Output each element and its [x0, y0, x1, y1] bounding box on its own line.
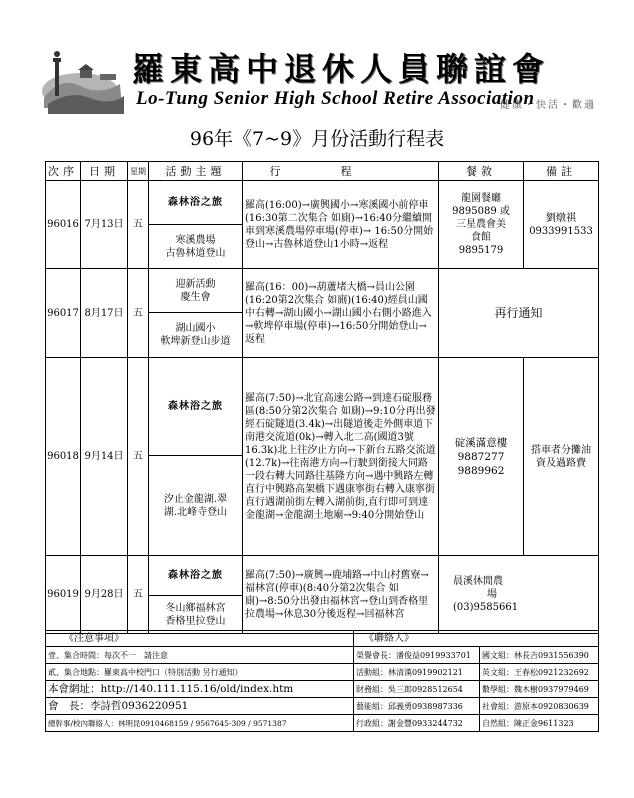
meal-line: 9887277 [457, 450, 505, 463]
table-header-row [46, 162, 599, 181]
row-route: 羅高(7:50)→廣興→鹿埔路→中山村舊寮→福林宮(停車)(8:40分第2次集合 如廁)→8:50分出發由福林宮→登山到香格里拉農場→休息30分後返程→回福林宮 [243, 556, 439, 634]
table-row [46, 358, 599, 456]
contact-entry: 藝能組：邱義勇0938987336 [354, 698, 480, 715]
meal-line: 碇溪滿意樓 [454, 436, 508, 449]
assembly-time: 壹、集合時間：每次不一 請注意 [46, 647, 354, 664]
row-date: 9月14日 [81, 358, 128, 556]
col-header-date: 日期 [81, 162, 128, 181]
row-date: 9月28日 [81, 556, 128, 634]
col-header-order: 次序 [46, 162, 81, 181]
row-note [524, 358, 599, 556]
row-weekday: 五 [128, 269, 149, 358]
meal-line: 晨溪休閒農 [453, 576, 503, 587]
contact-entry: 財務組：吳三郎0928512654 [354, 681, 480, 698]
meal-line: (03)9585661 [453, 602, 519, 613]
col-header-theme: 活動主題 [149, 162, 243, 181]
row-date: 7月13日 [81, 181, 128, 269]
meal-line: 食館 [471, 232, 491, 243]
row-route: 羅高(16:00)→廣興國小→寒溪國小前停車(16:30第二次集合 如廁)→16:40分繼續開車到寒溪農場停車場(停車)→ 16:50分開始登山→古魯林道登山1小時→返程 [243, 181, 439, 269]
note-line: 搭車者分攤油 [531, 444, 591, 456]
row-subtheme [149, 313, 243, 358]
row-weekday: 五 [128, 181, 149, 269]
contact-entry: 社會組：游原本0920830639 [480, 698, 599, 715]
meal-line: 三星農會美 [456, 219, 506, 230]
theme-line: 慶生會 [180, 291, 211, 303]
footer-table [45, 630, 599, 732]
contact-entry: 活動組：林清漢0919902121 [354, 664, 480, 681]
row-subtheme [149, 596, 243, 634]
row-code: 96017 [46, 269, 81, 358]
row-theme: 森林浴之旅 [149, 358, 243, 456]
row-route: 羅高(16：00)→葫蘆堵大橋→員山公園(16:20第2次集合 如廁)(16:40)經員山國中右轉→湖山國小→湖山國小右側小路進入→軟埤停車場(停車)→16:50分開始登山→返程 [243, 269, 439, 358]
header [40, 40, 596, 120]
document-title: 96年《7~9》月份活動行程表 [189, 128, 445, 150]
row-subtheme [149, 456, 243, 556]
footer-row [46, 631, 599, 647]
row-weekday: 五 [128, 556, 149, 634]
attention-heading: 《注意事項》 [46, 631, 354, 647]
contact-entry: 數學組：魏木樹0937979469 [480, 681, 599, 698]
footer-row [46, 715, 599, 732]
meal-line: 9895179 [458, 245, 504, 256]
subtheme-line: 湖山國小 [175, 323, 216, 334]
row-meal-note-merged: 再行通知 [439, 269, 599, 358]
contact-entry: 國文組：林長吉0931556390 [480, 647, 599, 664]
col-header-route: 行程 [243, 162, 439, 181]
row-weekday: 五 [128, 358, 149, 556]
row-date: 8月17日 [81, 269, 128, 358]
contact-entry: 英文組：王春松0921232692 [480, 664, 599, 681]
contact-entry: 自然組：陳正金9611323 [480, 715, 599, 732]
col-header-weekday: 星期 [128, 162, 149, 181]
row-theme: 森林浴之旅 [149, 181, 243, 225]
subtheme-line: 軟埤新登山步道 [160, 336, 231, 347]
theme-line: 迎新活動 [175, 278, 216, 290]
subtheme-line: 湖.北峰寺登山 [163, 506, 228, 518]
footer-row [46, 698, 599, 715]
meal-line: 9889962 [457, 464, 505, 477]
school-logo-icon [40, 46, 126, 116]
row-meal [439, 556, 599, 634]
row-meal [439, 358, 524, 556]
row-subtheme [149, 225, 243, 269]
association-title: 羅東高中退休人員聯誼會 [132, 50, 551, 88]
subtheme-line: 古魯林道登山 [165, 247, 226, 259]
row-meal [439, 181, 524, 269]
col-header-meal: 餐敘 [439, 162, 524, 181]
contact-entry: 行政組：謝金豐0933244732 [354, 715, 480, 732]
footer-row [46, 647, 599, 664]
note-line: 0933991533 [529, 225, 593, 237]
secretary-contact: 總幹事/校內聯絡人：林明昆0910468159 / 9567645-309 / 9571387 [46, 715, 354, 732]
footer-row [46, 664, 599, 681]
subtheme-line: 香格里拉登山 [165, 615, 226, 627]
row-note [524, 181, 599, 269]
meal-line: 龍園餐廳 [461, 193, 501, 204]
contact-heading: 《聯絡人》 [354, 631, 599, 647]
table-row [46, 181, 599, 225]
table-row [46, 269, 599, 313]
row-code: 96019 [46, 556, 81, 634]
col-header-note: 備註 [524, 162, 599, 181]
row-code: 96016 [46, 181, 81, 269]
assembly-place: 貳、集合地點：羅東高中校門口（特別活動 另行通知） [46, 664, 354, 681]
note-line: 劉燉祺 [546, 212, 576, 224]
contact-entry: 榮譽會長：潘俊益0919933701 [354, 647, 480, 664]
subtheme-line: 汐止金龍湖.翠 [163, 493, 228, 505]
row-theme [149, 269, 243, 313]
row-code: 96018 [46, 358, 81, 556]
subtheme-line: 冬山鄉福林宮 [165, 602, 226, 614]
schedule-table [45, 161, 599, 634]
president-contact: 會 長：李詩哲0936220951 [46, 698, 354, 715]
footer-row [46, 681, 599, 698]
meal-line: 場 [487, 589, 497, 600]
row-theme: 森林浴之旅 [149, 556, 243, 596]
website-link[interactable]: 本會網址：http://140.111.115.16/old/index.htm [46, 681, 354, 698]
subtheme-line: 寒溪農場 [175, 234, 216, 246]
row-route: 羅高(7:50)→北宜高速公路→到達石碇服務區(8:50分第2次集合 如廁)→9:10分再出發經石碇隧道(3.4k)→出隧道後走外側車道下南港交流道(0k)→轉入北二高(國道3號16.3k)北上往汐止方向→下新台五路交流道(12.7k)→往南港方向→行駛到銜接大同路一段右轉大同路往基隆方向→遇中興路左轉直行中興路高架橋下遇康寧街右轉入康寧街直行遇湖前街左轉入湖前街,直行即可到達金龍湖→金龍湖土地廟→9:40分開始登山 [243, 358, 439, 556]
table-row [46, 556, 599, 596]
association-title-english: Lo-Tung Senior High School Retire Association [136, 88, 535, 109]
motto: 健康・快活・歡適 [500, 100, 596, 111]
note-line: 資及過路費 [536, 457, 586, 469]
meal-line: 9895089 或 [452, 206, 510, 217]
